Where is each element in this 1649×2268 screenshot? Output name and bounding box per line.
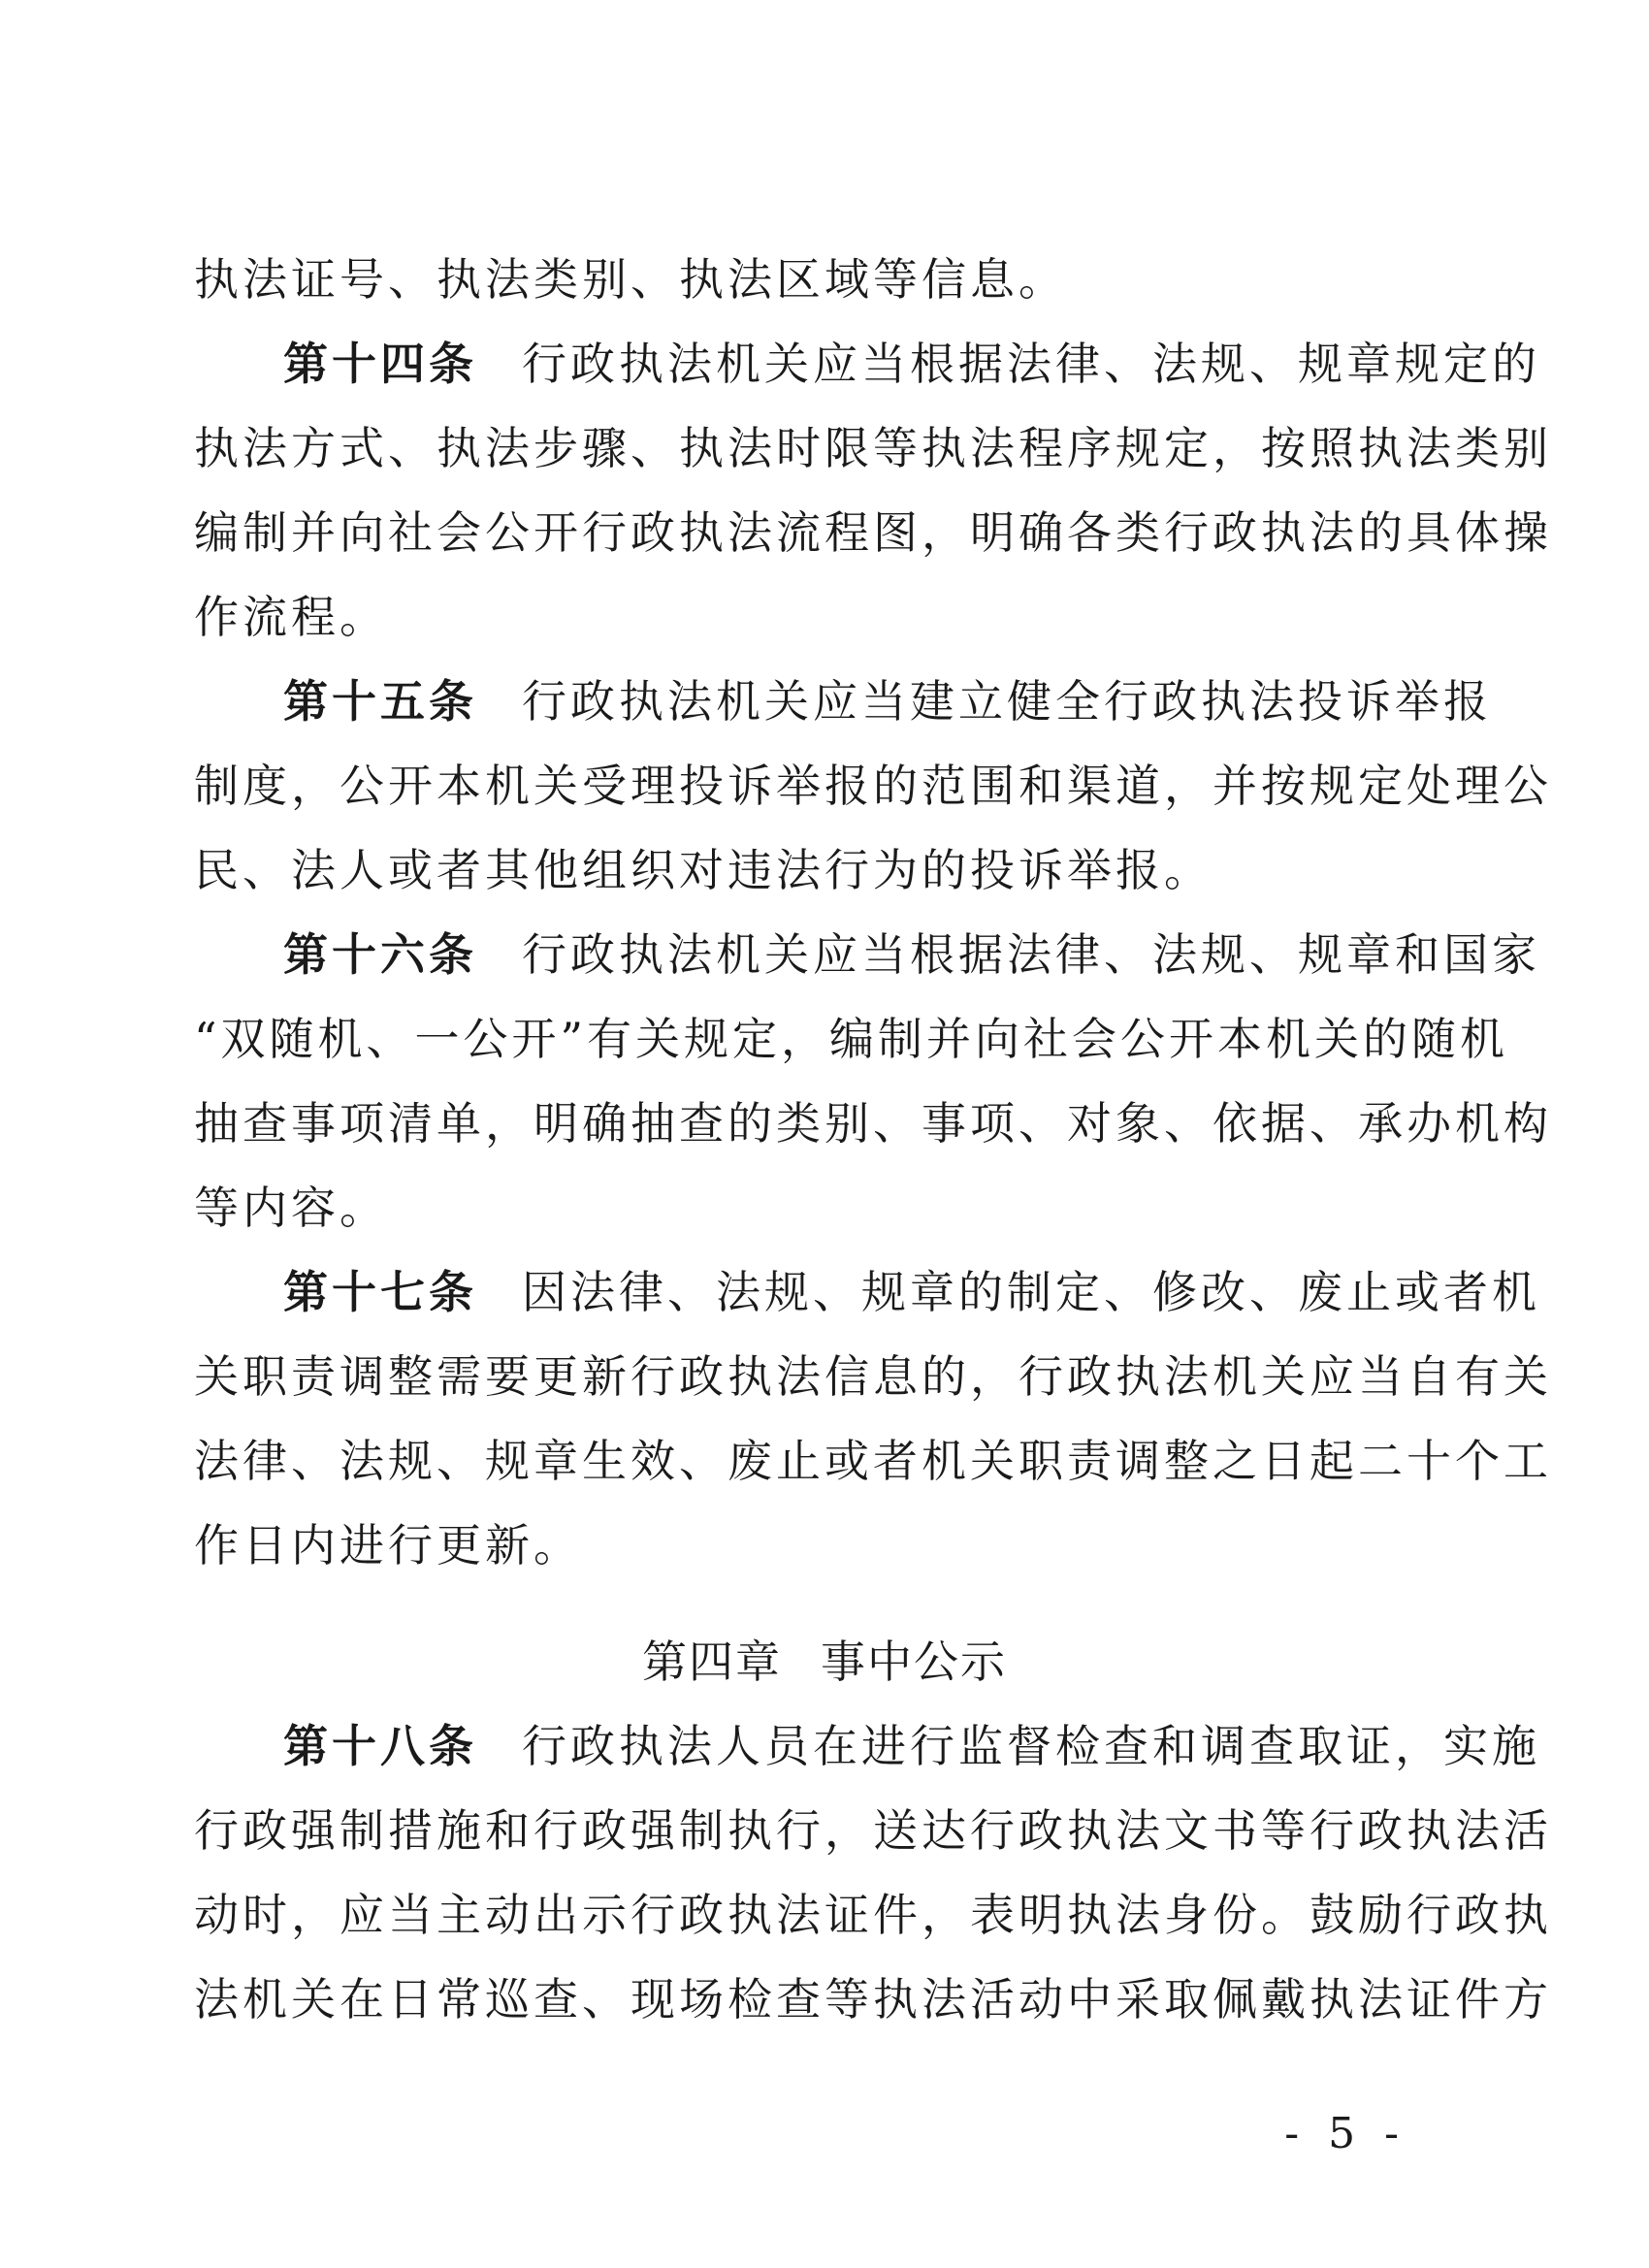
article-18-line-4: 法机关在日常巡查、现场检查等执法活动中采取佩戴执法证件方	[194, 1973, 1552, 2025]
article-18-heading: 第十八条	[283, 1720, 477, 1772]
article-14-line-2: 执法方式、执法步骤、执法时限等执法程序规定，按照执法类别	[194, 422, 1552, 474]
article-16-line-1	[283, 925, 1540, 984]
text-line: 执法证号、执法类别、执法区域等信息。	[194, 253, 1067, 306]
article-15-heading: 第十五条	[283, 675, 477, 728]
article-17-heading: 第十七条	[283, 1266, 477, 1318]
article-14-line-1	[283, 335, 1540, 393]
article-18-line-3: 动时，应当主动出示行政执法证件，表明执法身份。鼓励行政执	[194, 1889, 1552, 1941]
article-16-line-4: 等内容。	[194, 1182, 388, 1234]
chapter-heading	[0, 1633, 1649, 1691]
text-line: 行政执法人员在进行监督检查和调查取证，实施	[522, 1720, 1540, 1772]
text-line: 行政执法机关应当根据法律、法规、规章规定的	[522, 338, 1540, 390]
article-16-heading: 第十六条	[283, 928, 477, 981]
article-14-heading: 第十四条	[283, 338, 477, 390]
paragraph-continuation	[194, 250, 1406, 308]
article-18-line-2: 行政强制措施和行政强制执行，送达行政执法文书等行政执法活	[194, 1804, 1552, 1857]
chapter-number: 第四章	[642, 1636, 782, 1688]
article-17-line-3: 法律、法规、规章生效、废止或者机关职责调整之日起二十个工	[194, 1435, 1552, 1487]
article-17-line-4: 作日内进行更新。	[194, 1519, 582, 1571]
page-number: - 5 -	[1284, 2109, 1406, 2158]
text-line: 行政执法机关应当根据法律、法规、规章和国家	[522, 928, 1540, 981]
article-16-line-3: 抽查事项清单，明确抽查的类别、事项、对象、依据、承办机构	[194, 1097, 1552, 1150]
article-16-line-2: “双随机、一公开”有关规定，编制并向社会公开本机关的随机	[194, 1013, 1509, 1065]
text-line: 行政执法机关应当建立健全行政执法投诉举报	[522, 675, 1492, 728]
chapter-title: 事中公示	[821, 1636, 1007, 1688]
article-18-line-1	[283, 1717, 1540, 1775]
article-15-line-3: 民、法人或者其他组织对违法行为的投诉举报。	[194, 844, 1212, 896]
article-17-line-2: 关职责调整需要更新行政执法信息的，行政执法机关应当自有关	[194, 1350, 1552, 1403]
article-14-line-4: 作流程。	[194, 591, 388, 643]
article-14-line-3: 编制并向社会公开行政执法流程图，明确各类行政执法的具体操	[194, 506, 1552, 559]
article-17-line-1	[283, 1263, 1540, 1321]
text-line: 因法律、法规、规章的制定、修改、废止或者机	[522, 1266, 1540, 1318]
article-15-line-2: 制度，公开本机关受理投诉举报的范围和渠道，并按规定处理公	[194, 760, 1552, 812]
article-15-line-1	[283, 672, 1492, 730]
